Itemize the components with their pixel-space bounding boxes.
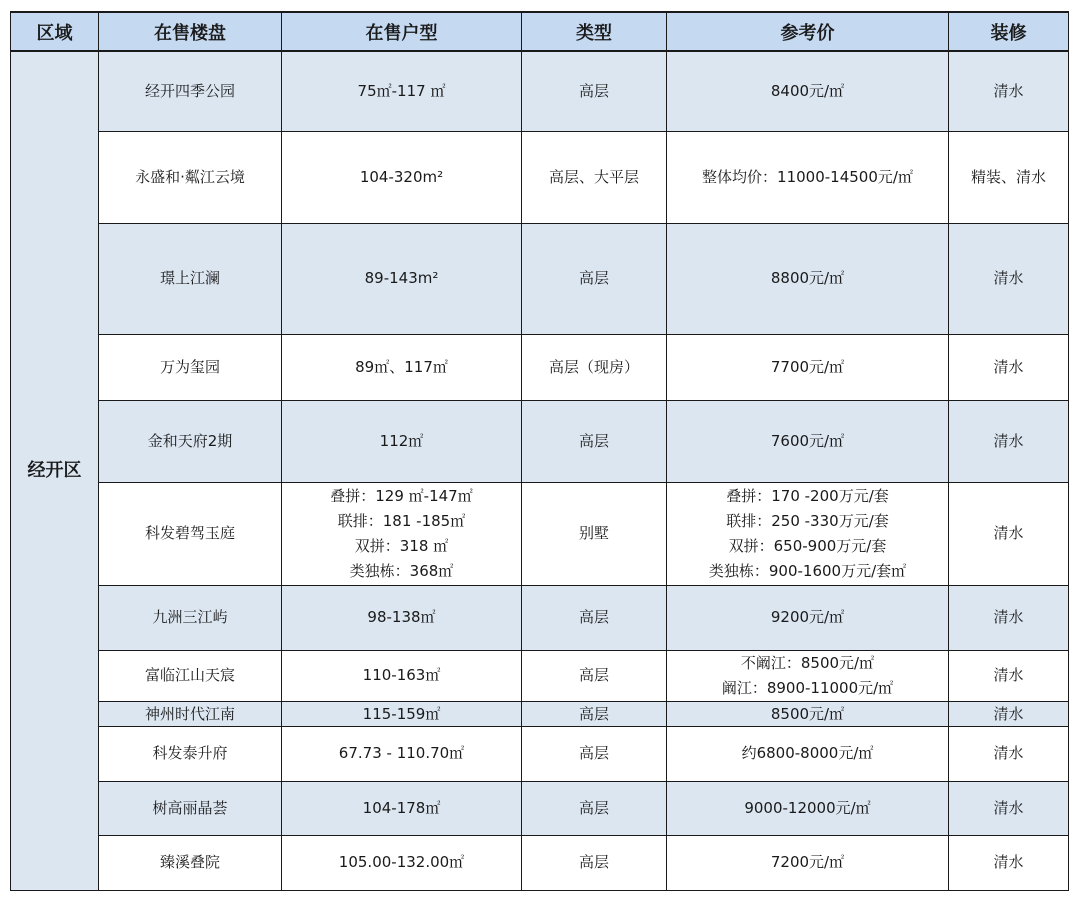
units-cell-line: 联排：181 -185㎡ [337,511,466,530]
units-cell [282,726,522,781]
decoration-cell: 清水 [949,701,1069,726]
table-header-row [11,12,1069,51]
price-cell [667,223,949,334]
decoration-cell: 清水 [949,650,1069,701]
decoration-cell: 精装、清水 [949,131,1069,223]
type-cell: 别墅 [522,482,667,585]
price-cell-line: 7700元/㎡ [770,357,845,376]
header-units: 在售户型 [282,12,522,51]
project-cell: 科发碧驾玉庭 [99,482,282,585]
price-cell [667,585,949,650]
price-cell [667,701,949,726]
units-cell [282,701,522,726]
units-cell-line: 104-320m² [359,167,444,186]
price-cell-line: 7600元/㎡ [770,431,845,450]
price-cell-line: 整体均价：11000-14500元/㎡ [702,167,913,186]
project-cell: 九洲三江屿 [99,585,282,650]
decoration-cell: 清水 [949,835,1069,890]
units-cell [282,585,522,650]
price-cell-line: 9000-12000元/㎡ [744,798,871,817]
header-project: 在售楼盘 [99,12,282,51]
units-cell [282,334,522,400]
units-cell [282,482,522,585]
units-cell [282,400,522,482]
table-row [11,726,1069,781]
units-cell-line: 75㎡-117 ㎡ [357,81,446,100]
decoration-cell: 清水 [949,726,1069,781]
table-row [11,835,1069,890]
decoration-cell: 清水 [949,223,1069,334]
units-cell-line: 104-178㎡ [362,798,441,817]
price-cell-line: 双拼：650-900万元/套 [728,536,887,555]
price-cell-line: 不阚江：8500元/㎡ [740,653,875,672]
project-cell: 科发泰升府 [99,726,282,781]
type-cell: 高层 [522,585,667,650]
project-cell: 经开四季公园 [99,51,282,131]
price-cell-line: 联排：250 -330万元/套 [726,511,889,530]
project-cell: 富临江山天宸 [99,650,282,701]
units-cell-line: 67.73 - 110.70㎡ [338,744,465,762]
price-cell [667,51,949,131]
type-cell: 高层 [522,400,667,482]
project-cell: 璟上江澜 [99,223,282,334]
decoration-cell: 清水 [949,482,1069,585]
table-row [11,131,1069,223]
table-row [11,51,1069,131]
price-cell-line: 类独栋：900-1600万元/套㎡ [708,561,907,580]
listing-table-container [10,11,1068,891]
units-cell-line: 类独栋：368㎡ [349,561,454,580]
table-row [11,482,1069,585]
project-cell: 臻溪叠院 [99,835,282,890]
project-cell: 万为玺园 [99,334,282,400]
table-body [11,51,1069,890]
type-cell: 高层 [522,781,667,835]
units-cell-line: 89㎡、117㎡ [355,357,448,376]
table-row [11,334,1069,400]
price-cell-line: 7200元/㎡ [770,853,845,871]
price-cell-line: 8800元/㎡ [770,269,845,287]
units-cell-line: 叠拼：129 ㎡-147㎡ [330,486,473,505]
decoration-cell: 清水 [949,334,1069,400]
price-cell [667,131,949,223]
price-cell [667,334,949,400]
price-cell [667,781,949,835]
units-cell [282,781,522,835]
header-price: 参考价 [667,12,949,51]
table-row [11,781,1069,835]
price-cell-line: 约6800-8000元/㎡ [741,744,874,762]
units-cell-line: 89-143m² [364,269,439,287]
decoration-cell: 清水 [949,400,1069,482]
units-cell-line: 双拼：318 ㎡ [354,536,449,555]
type-cell: 高层、大平层 [522,131,667,223]
price-cell [667,835,949,890]
price-cell-line: 8500元/㎡ [770,704,845,723]
units-cell-line: 98-138㎡ [367,608,436,626]
table-row [11,701,1069,726]
decoration-cell: 清水 [949,585,1069,650]
table-row [11,223,1069,334]
units-cell [282,835,522,890]
header-type: 类型 [522,12,667,51]
project-cell: 永盛和·粼江云境 [99,131,282,223]
header-area: 区域 [11,12,99,51]
price-cell-line: 叠拼：170 -200万元/套 [726,486,889,505]
type-cell: 高层 [522,835,667,890]
table-row [11,585,1069,650]
units-cell-line: 110-163㎡ [362,666,441,684]
type-cell: 高层 [522,223,667,334]
area-cell: 经开区 [11,51,99,890]
price-cell [667,400,949,482]
price-cell-line: 9200元/㎡ [770,608,845,626]
project-cell: 神州时代江南 [99,701,282,726]
type-cell: 高层 [522,701,667,726]
price-cell-line: 8400元/㎡ [770,81,845,100]
price-cell [667,726,949,781]
table-row [11,650,1069,701]
type-cell: 高层（现房） [522,334,667,400]
type-cell: 高层 [522,51,667,131]
price-cell [667,482,949,585]
project-cell: 树高丽晶荟 [99,781,282,835]
units-cell-line: 105.00-132.00㎡ [338,853,465,871]
property-listing-table [10,11,1069,891]
decoration-cell: 清水 [949,781,1069,835]
units-cell [282,51,522,131]
table-row [11,400,1069,482]
units-cell-line: 115-159㎡ [362,704,441,723]
price-cell [667,650,949,701]
units-cell-line: 112㎡ [379,431,424,450]
units-cell [282,223,522,334]
type-cell: 高层 [522,650,667,701]
units-cell [282,650,522,701]
decoration-cell: 清水 [949,51,1069,131]
header-decoration: 装修 [949,12,1069,51]
type-cell: 高层 [522,726,667,781]
project-cell: 金和天府2期 [99,400,282,482]
units-cell [282,131,522,223]
price-cell-line: 阚江：8900-11000元/㎡ [721,678,894,697]
